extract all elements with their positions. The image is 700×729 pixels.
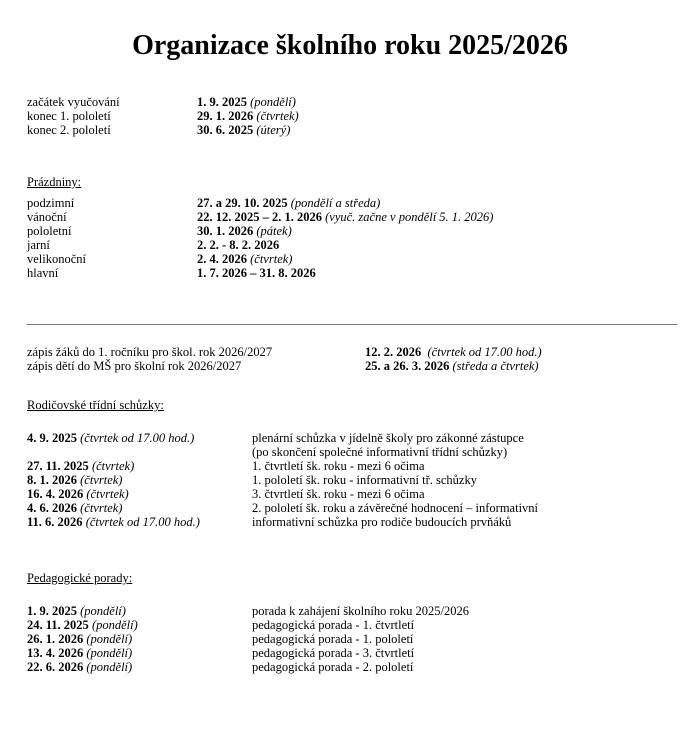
item-label: konec 2. pololetí bbox=[27, 123, 111, 137]
item-label: konec 1. pololetí bbox=[27, 109, 111, 123]
meetings-heading: Rodičovské třídní schůzky: bbox=[27, 398, 164, 412]
item-date: 8. 1. 2026 (čtvrtek) bbox=[27, 473, 123, 487]
item-value: 2. 2. - 8. 2. 2026 bbox=[197, 238, 280, 252]
item-description: 2. pololetí šk. roku a závěrečné hodnocení – informativní bbox=[252, 501, 539, 515]
divider bbox=[27, 324, 677, 325]
item-value: 30. 1. 2026 (pátek) bbox=[197, 224, 292, 238]
item-date: 4. 9. 2025 (čtvrtek od 17.00 hod.) bbox=[27, 431, 195, 445]
item-label: pololetní bbox=[27, 224, 72, 238]
item-description: 3. čtvrtletí šk. roku - mezi 6 očima bbox=[252, 487, 425, 501]
item-value: 22. 12. 2025 – 2. 1. 2026 (vyuč. začne v pondělí 5. 1. 2026) bbox=[197, 210, 494, 224]
item-date: 27. 11. 2025 (čtvrtek) bbox=[27, 459, 135, 473]
holidays-heading: Prázdniny: bbox=[27, 175, 82, 189]
item-value: 25. a 26. 3. 2026 (středa a čtvrtek) bbox=[365, 359, 539, 373]
item-value: 1. 7. 2026 – 31. 8. 2026 bbox=[197, 266, 316, 280]
item-label: jarní bbox=[27, 238, 50, 252]
item-label: zápis žáků do 1. ročníku pro škol. rok 2026/2027 bbox=[27, 345, 273, 359]
item-label: hlavní bbox=[27, 266, 59, 280]
item-date: 16. 4. 2026 (čtvrtek) bbox=[27, 487, 129, 501]
item-date: 24. 11. 2025 (pondělí) bbox=[27, 618, 138, 632]
item-label: podzimní bbox=[27, 196, 75, 210]
item-date: 22. 6. 2026 (pondělí) bbox=[27, 660, 133, 674]
item-date: 13. 4. 2026 (pondělí) bbox=[27, 646, 133, 660]
item-value: 2. 4. 2026 (čtvrtek) bbox=[197, 252, 293, 266]
item-description: pedagogická porada - 1. pololetí bbox=[252, 632, 414, 646]
item-description: pedagogická porada - 2. pololetí bbox=[252, 660, 414, 674]
item-date: 26. 1. 2026 (pondělí) bbox=[27, 632, 133, 646]
item-value: 27. a 29. 10. 2025 (pondělí a středa) bbox=[197, 196, 381, 210]
item-description: informativní schůzka pro rodiče budoucích prvňáků bbox=[252, 515, 512, 529]
item-label: velikonoční bbox=[27, 252, 87, 266]
item-description: porada k zahájení školního roku 2025/2026 bbox=[252, 604, 469, 618]
item-description: (po skončení společné informativní třídní schůzky) bbox=[252, 445, 508, 459]
councils-heading: Pedagogické porady: bbox=[27, 571, 133, 585]
item-label: vánoční bbox=[27, 210, 67, 224]
item-value: 29. 1. 2026 (čtvrtek) bbox=[197, 109, 299, 123]
page-title: Organizace školního roku 2025/2026 bbox=[132, 30, 568, 61]
item-description: pedagogická porada - 1. čtvrtletí bbox=[252, 618, 415, 632]
item-date: 11. 6. 2026 (čtvrtek od 17.00 hod.) bbox=[27, 515, 200, 529]
item-date: 1. 9. 2025 (pondělí) bbox=[27, 604, 126, 618]
item-label: zápis dětí do MŠ pro školní rok 2026/2027 bbox=[27, 359, 242, 373]
item-label: začátek vyučování bbox=[27, 95, 120, 109]
item-value: 1. 9. 2025 (pondělí) bbox=[197, 95, 296, 109]
item-value: 12. 2. 2026 (čtvrtek od 17.00 hod.) bbox=[365, 345, 542, 359]
item-description: 1. pololetí šk. roku - informativní tř. schůzky bbox=[252, 473, 477, 487]
item-date: 4. 6. 2026 (čtvrtek) bbox=[27, 501, 123, 515]
item-description: pedagogická porada - 3. čtvrtletí bbox=[252, 646, 415, 660]
item-description: plenární schůzka v jídelně školy pro zákonné zástupce bbox=[252, 431, 524, 445]
item-description: 1. čtvrtletí šk. roku - mezi 6 očima bbox=[252, 459, 425, 473]
item-value: 30. 6. 2025 (úterý) bbox=[197, 123, 291, 137]
